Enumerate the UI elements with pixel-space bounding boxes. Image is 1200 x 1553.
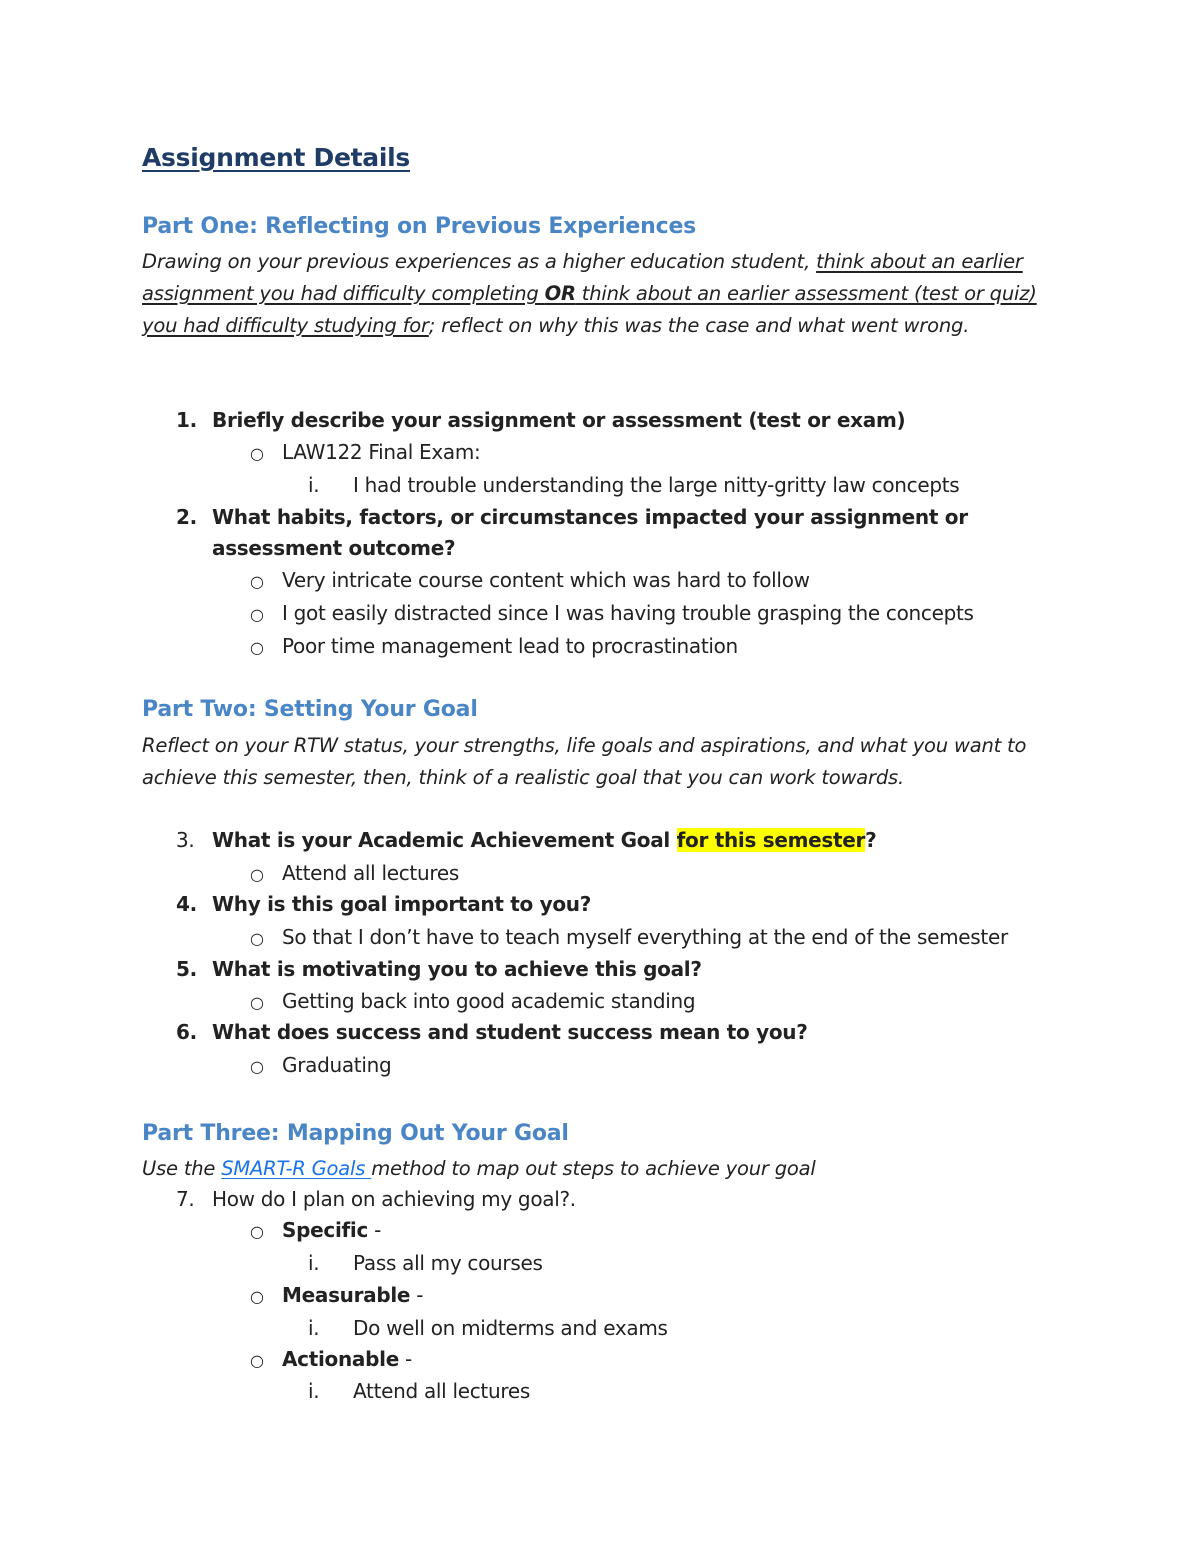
- part-three-intro: Use the SMART-R Goals method to map out steps to achieve your goal: [142, 1157, 816, 1180]
- bullet-circle-icon: ○: [250, 1287, 264, 1306]
- bullet-circle-icon: ○: [250, 865, 264, 884]
- part-one-heading: Part One: Reflecting on Previous Experiences: [142, 214, 697, 239]
- highlighted-text: for this semester: [676, 828, 866, 852]
- bullet-circle-icon: ○: [250, 993, 264, 1012]
- bullet-circle-icon: ○: [250, 929, 264, 948]
- part-one-intro: Drawing on your previous experiences as a higher education student, think about an earlier assignment you had difficulty completing OR think about an earlier assessment (test or quiz) you had difficulty studying for; reflect on why this was the case and what went wrong.: [142, 250, 1037, 337]
- bullet-circle-icon: ○: [250, 444, 264, 463]
- document-title: Assignment Details: [142, 143, 410, 172]
- part-three-heading: Part Three: Mapping Out Your Goal: [142, 1121, 569, 1146]
- part-two-heading: Part Two: Setting Your Goal: [142, 697, 478, 722]
- bullet-circle-icon: ○: [250, 572, 264, 591]
- bullet-circle-icon: ○: [250, 1057, 264, 1076]
- bullet-circle-icon: ○: [250, 605, 264, 624]
- bullet-circle-icon: ○: [250, 1351, 264, 1370]
- part-two-intro: Reflect on your RTW status, your strengths, life goals and aspirations, and what you want to achieve this semester, then, think of a realistic goal that you can work towards.: [142, 734, 1027, 789]
- bullet-circle-icon: ○: [250, 1222, 264, 1241]
- smart-r-goals-link[interactable]: SMART-R Goals: [221, 1157, 372, 1180]
- bullet-circle-icon: ○: [250, 638, 264, 657]
